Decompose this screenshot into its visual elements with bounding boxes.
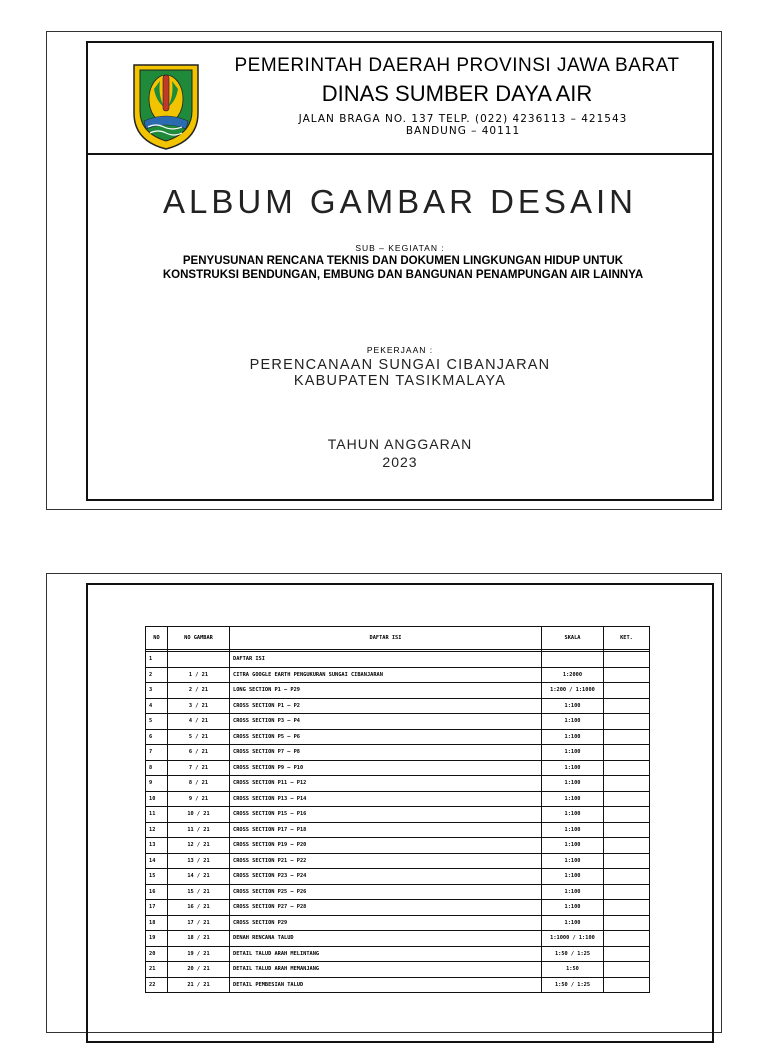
cell-no: 10 [146,791,168,807]
cell-no-gambar: 13 / 21 [168,853,230,869]
toc-header-row [146,627,650,650]
cell-no: 12 [146,822,168,838]
cell-no-gambar: 21 / 21 [168,977,230,993]
header-ket: KET. [604,627,650,650]
cell-no: 3 [146,683,168,699]
cell-daftar-isi: CROSS SECTION P11 – P12 [230,776,542,792]
toc-body [146,650,650,993]
cell-skala: 1:100 [542,745,604,761]
cell-daftar-isi: CROSS SECTION P19 – P20 [230,838,542,854]
cell-skala: 1:100 [542,869,604,885]
cell-ket [604,931,650,947]
government-name: PEMERINTAH DAERAH PROVINSI JAWA BARAT [234,55,680,76]
cell-no-gambar: 3 / 21 [168,698,230,714]
cell-no-gambar: 16 / 21 [168,900,230,916]
fiscal-year-value: 2023 [382,454,418,470]
cell-no: 8 [146,760,168,776]
toc-table [145,626,650,993]
cell-no: 6 [146,729,168,745]
sub-kegiatan-title: PENYUSUNAN RENCANA TEKNIS DAN DOKUMEN LINGKUNGAN HIDUP UNTUK KONSTRUKSI BENDUNGAN, EMBUNG DAN BANGUNAN PENAMPUNGAN AIR LAINNYA [162,255,644,281]
cell-ket [604,853,650,869]
toc-frame [86,583,714,1043]
cell-skala: 1:100 [542,853,604,869]
cell-ket [604,915,650,931]
cell-no-gambar: 2 / 21 [168,683,230,699]
cell-daftar-isi: DETAIL TALUD ARAH MELINTANG [230,946,542,962]
table-row [146,776,650,792]
table-row [146,760,650,776]
table-row [146,729,650,745]
pekerjaan-label: PEKERJAAN : [366,345,434,355]
cell-no: 13 [146,838,168,854]
cell-skala: 1:100 [542,714,604,730]
cell-daftar-isi: LONG SECTION P1 – P29 [230,683,542,699]
table-row [146,946,650,962]
cell-no-gambar: 8 / 21 [168,776,230,792]
address-line-2: BANDUNG – 40111 [405,125,521,137]
cell-ket [604,884,650,900]
cell-daftar-isi: CROSS SECTION P3 – P4 [230,714,542,730]
cell-no-gambar: 1 / 21 [168,667,230,683]
cell-no-gambar: 6 / 21 [168,745,230,761]
cell-skala: 1:100 [542,807,604,823]
sub-kegiatan-label: SUB – KEGIATAN : [355,243,445,253]
cell-no: 17 [146,900,168,916]
address-line-1: JALAN BRAGA NO. 137 TELP. (022) 4236113 – 421543 [298,113,628,125]
cell-daftar-isi: CROSS SECTION P1 – P2 [230,698,542,714]
cell-skala: 1:100 [542,915,604,931]
header-daftar-isi: DAFTAR ISI [230,627,542,650]
cell-daftar-isi: CROSS SECTION P23 – P24 [230,869,542,885]
cell-ket [604,683,650,699]
cell-daftar-isi: CROSS SECTION P7 – P8 [230,745,542,761]
table-row [146,962,650,978]
cell-daftar-isi: DAFTAR ISI [230,652,542,668]
cell-ket [604,807,650,823]
table-row [146,698,650,714]
cell-no: 20 [146,946,168,962]
cell-daftar-isi: DETAIL PEMBESIAN TALUD [230,977,542,993]
table-row [146,791,650,807]
cell-daftar-isi: CITRA GOOGLE EARTH PENGUKURAN SUNGAI CIBANJARAN [230,667,542,683]
cell-skala: 1:100 [542,900,604,916]
cell-no: 4 [146,698,168,714]
cell-no: 22 [146,977,168,993]
cell-no-gambar: 11 / 21 [168,822,230,838]
cover-header [88,43,712,155]
fiscal-year-label: TAHUN ANGGARAN [327,436,473,452]
cell-ket [604,729,650,745]
cell-skala: 1:200 / 1:1000 [542,683,604,699]
cell-ket [604,977,650,993]
cell-skala: 1:100 [542,791,604,807]
table-row [146,714,650,730]
cell-no-gambar: 4 / 21 [168,714,230,730]
pekerjaan-title [88,357,712,389]
cell-no: 16 [146,884,168,900]
table-row [146,900,650,916]
table-row [146,915,650,931]
cell-skala: 1:1000 / 1:100 [542,931,604,947]
cell-no-gambar: 17 / 21 [168,915,230,931]
cell-no: 11 [146,807,168,823]
cell-no-gambar: 12 / 21 [168,838,230,854]
cell-no-gambar: 18 / 21 [168,931,230,947]
cell-skala: 1:50 / 1:25 [542,977,604,993]
cell-daftar-isi: CROSS SECTION P13 – P14 [230,791,542,807]
cell-skala: 1:100 [542,760,604,776]
cell-ket [604,791,650,807]
cell-no: 5 [146,714,168,730]
cell-ket [604,776,650,792]
office-address [228,113,698,137]
cell-no: 19 [146,931,168,947]
cell-ket [604,900,650,916]
cell-ket [604,714,650,730]
cell-no: 18 [146,915,168,931]
album-title: ALBUM GAMBAR DESAIN [163,183,637,220]
cell-daftar-isi: CROSS SECTION P27 – P28 [230,900,542,916]
cell-ket [604,838,650,854]
table-row [146,884,650,900]
cell-no-gambar: 10 / 21 [168,807,230,823]
header-no: NO [146,627,168,650]
cell-no-gambar [168,652,230,668]
cell-no: 1 [146,652,168,668]
cell-ket [604,962,650,978]
cell-daftar-isi: CROSS SECTION P17 – P18 [230,822,542,838]
cell-daftar-isi: CROSS SECTION P15 – P16 [230,807,542,823]
fiscal-year [88,435,712,471]
cell-no-gambar: 7 / 21 [168,760,230,776]
cell-no-gambar: 15 / 21 [168,884,230,900]
cell-no: 15 [146,869,168,885]
pekerjaan-line-1: PERENCANAAN SUNGAI CIBANJARAN [249,357,551,373]
cell-daftar-isi: CROSS SECTION P5 – P6 [230,729,542,745]
table-row [146,977,650,993]
cell-skala: 1:100 [542,698,604,714]
cell-ket [604,946,650,962]
cell-daftar-isi: CROSS SECTION P9 – P10 [230,760,542,776]
cell-daftar-isi: CROSS SECTION P29 [230,915,542,931]
cell-no-gambar: 19 / 21 [168,946,230,962]
cell-daftar-isi: DETAIL TALUD ARAH MEMANJANG [230,962,542,978]
cell-ket [604,667,650,683]
cell-no: 9 [146,776,168,792]
cell-no: 2 [146,667,168,683]
cell-skala: 1:100 [542,776,604,792]
cover-frame [86,41,714,501]
cell-skala: 1:100 [542,822,604,838]
table-row [146,683,650,699]
cell-ket [604,698,650,714]
pekerjaan-line-2: KABUPATEN TASIKMALAYA [293,373,507,389]
table-row [146,822,650,838]
cell-no: 14 [146,853,168,869]
table-row [146,652,650,668]
header-skala: SKALA [542,627,604,650]
table-row [146,869,650,885]
cell-ket [604,745,650,761]
cell-ket [604,760,650,776]
cell-skala: 1:2000 [542,667,604,683]
cell-no-gambar: 9 / 21 [168,791,230,807]
cell-no: 7 [146,745,168,761]
header-no-gambar: NO GAMBAR [168,627,230,650]
cell-skala: 1:100 [542,729,604,745]
cell-daftar-isi: CROSS SECTION P21 – P22 [230,853,542,869]
toc-sheet [46,573,722,1033]
department-name: DINAS SUMBER DAYA AIR [321,81,593,106]
cover-sheet [46,31,722,510]
cell-ket [604,652,650,668]
table-row [146,745,650,761]
table-row [146,853,650,869]
cell-daftar-isi: CROSS SECTION P25 – P26 [230,884,542,900]
jawa-barat-emblem-icon [130,61,202,151]
cell-skala: 1:50 / 1:25 [542,946,604,962]
cell-no-gambar: 14 / 21 [168,869,230,885]
cell-no-gambar: 5 / 21 [168,729,230,745]
cell-daftar-isi: DENAH RENCANA TALUD [230,931,542,947]
table-row [146,807,650,823]
cell-ket [604,869,650,885]
cell-ket [604,822,650,838]
cell-no: 21 [146,962,168,978]
table-row [146,667,650,683]
cell-skala: 1:100 [542,884,604,900]
table-row [146,838,650,854]
cell-skala: 1:50 [542,962,604,978]
cell-skala: 1:100 [542,838,604,854]
table-row [146,931,650,947]
cell-no-gambar: 20 / 21 [168,962,230,978]
cell-skala [542,652,604,668]
